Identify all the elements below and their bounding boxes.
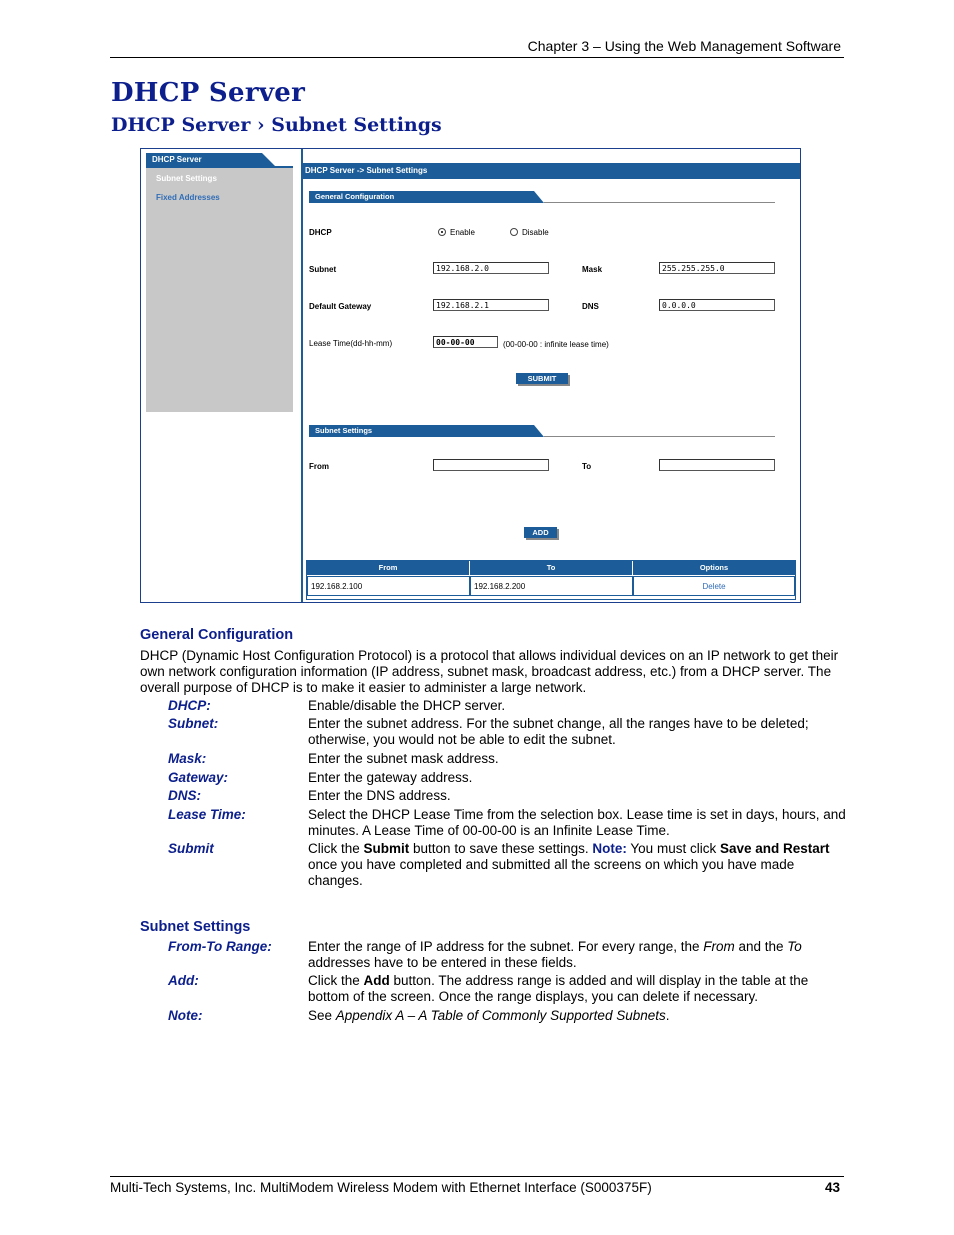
main-header: DHCP Server -> Subnet Settings bbox=[302, 163, 800, 179]
def-submit: Click the Submit button to save these settings. Note: You must click Save and Restart once you have completed and submitted all the screens on which you have made changes. bbox=[308, 841, 830, 889]
footer-text: Multi-Tech Systems, Inc. MultiModem Wireless Modem with Ethernet Interface (S000375F) bbox=[110, 1180, 652, 1195]
page-title: DHCP Server bbox=[111, 78, 306, 108]
mask-label: Mask bbox=[582, 265, 603, 274]
subnet-label: Subnet bbox=[309, 265, 337, 274]
def-add: Click the Add button. The address range is added and will display in the table at the bottom of the screen. Once the range displays, you can delete if necessary. bbox=[308, 973, 809, 1005]
def-gateway: Enter the gateway address. bbox=[308, 770, 473, 785]
sidebar-item-subnet-settings[interactable]: Subnet Settings bbox=[156, 174, 217, 183]
sidebar-tab[interactable]: DHCP Server bbox=[146, 153, 262, 167]
dns-input[interactable]: 0.0.0.0 bbox=[659, 299, 775, 311]
dhcp-label: DHCP bbox=[309, 228, 332, 237]
from-label: From bbox=[309, 462, 329, 471]
subnet-settings-rule bbox=[544, 436, 775, 437]
def-mask: Enter the subnet mask address. bbox=[308, 751, 499, 766]
screenshot-frame bbox=[140, 148, 801, 603]
submit-button[interactable]: SUBMIT bbox=[516, 373, 568, 384]
term-dhcp: DHCP: bbox=[168, 698, 211, 713]
vertical-divider bbox=[301, 149, 303, 602]
disable-label: Disable bbox=[522, 228, 549, 237]
subnet-input[interactable]: 192.168.2.0 bbox=[433, 262, 549, 274]
page-subtitle: DHCP Server › Subnet Settings bbox=[111, 114, 442, 136]
disable-radio[interactable] bbox=[510, 228, 518, 236]
subnet-settings-tab-corner bbox=[534, 425, 544, 437]
lease-time-note: (00-00-00 : infinite lease time) bbox=[503, 340, 609, 349]
general-config-tab: General Configuration bbox=[309, 191, 534, 203]
def-note: See Appendix A – A Table of Commonly Supported Subnets. bbox=[308, 1008, 670, 1023]
dns-label: DNS bbox=[582, 302, 599, 311]
table-header-options: Options bbox=[633, 561, 795, 575]
table-header-to: To bbox=[470, 561, 633, 575]
sidebar-panel bbox=[146, 168, 293, 412]
delete-link[interactable]: Delete bbox=[633, 576, 795, 596]
general-config-rule bbox=[544, 202, 775, 203]
subnet-settings-tab: Subnet Settings bbox=[309, 425, 534, 437]
chapter-header: Chapter 3 – Using the Web Management Software bbox=[527, 38, 841, 54]
term-add: Add: bbox=[168, 973, 199, 988]
general-config-tab-corner bbox=[534, 191, 544, 203]
header-rule bbox=[110, 57, 844, 58]
term-lease-time: Lease Time: bbox=[168, 807, 246, 822]
from-input[interactable] bbox=[433, 459, 549, 471]
enable-label: Enable bbox=[450, 228, 475, 237]
range-table bbox=[306, 560, 796, 600]
term-subnet: Subnet: bbox=[168, 716, 219, 731]
term-gateway: Gateway: bbox=[168, 770, 229, 785]
to-input[interactable] bbox=[659, 459, 775, 471]
gateway-label: Default Gateway bbox=[309, 302, 372, 311]
to-label: To bbox=[582, 462, 592, 471]
add-button[interactable]: ADD bbox=[524, 527, 557, 538]
sidebar-tab-corner bbox=[262, 153, 276, 167]
intro-paragraph: DHCP (Dynamic Host Configuration Protocol) is a protocol that allows individual devices on an IP network to get their own network configuration information (IP address, subnet mask, broadcast address, etc.) from a DHCP server. The overall purpose of DHCP is to make it easier to administer a large network. bbox=[140, 648, 839, 696]
sidebar-item-fixed-addresses[interactable]: Fixed Addresses bbox=[156, 193, 220, 202]
table-header-from: From bbox=[307, 561, 470, 575]
lease-time-input[interactable]: 00-00-00 bbox=[433, 336, 498, 348]
enable-radio[interactable] bbox=[438, 228, 446, 236]
gateway-input[interactable]: 192.168.2.1 bbox=[433, 299, 549, 311]
term-mask: Mask: bbox=[168, 751, 207, 766]
def-subnet: Enter the subnet address. For the subnet change, all the ranges have to be deleted; otherwise, you would not be able to edit the subnet. bbox=[308, 716, 809, 748]
def-dns: Enter the DNS address. bbox=[308, 788, 451, 803]
general-config-heading: General Configuration bbox=[140, 627, 294, 643]
lease-time-label: Lease Time(dd-hh-mm) bbox=[309, 339, 393, 348]
page-number: 43 bbox=[825, 1180, 841, 1195]
def-from-to-range: Enter the range of IP address for the subnet. For every range, the From and the To addresses have to be entered in these fields. bbox=[308, 939, 802, 971]
term-submit: Submit bbox=[168, 841, 214, 856]
mask-input[interactable]: 255.255.255.0 bbox=[659, 262, 775, 274]
subnet-settings-heading: Subnet Settings bbox=[140, 919, 251, 935]
def-dhcp: Enable/disable the DHCP server. bbox=[308, 698, 506, 713]
table-cell-to: 192.168.2.200 bbox=[470, 576, 633, 596]
term-note: Note: bbox=[168, 1008, 203, 1023]
table-cell-from: 192.168.2.100 bbox=[307, 576, 470, 596]
def-lease-time: Select the DHCP Lease Time from the selection box. Lease time is set in days, hours, and minutes. A Lease Time of 00-00-00 is an Infinite Lease Time. bbox=[308, 807, 846, 839]
footer-rule bbox=[110, 1176, 844, 1177]
term-dns: DNS: bbox=[168, 788, 201, 803]
term-from-to-range: From-To Range: bbox=[168, 939, 272, 954]
